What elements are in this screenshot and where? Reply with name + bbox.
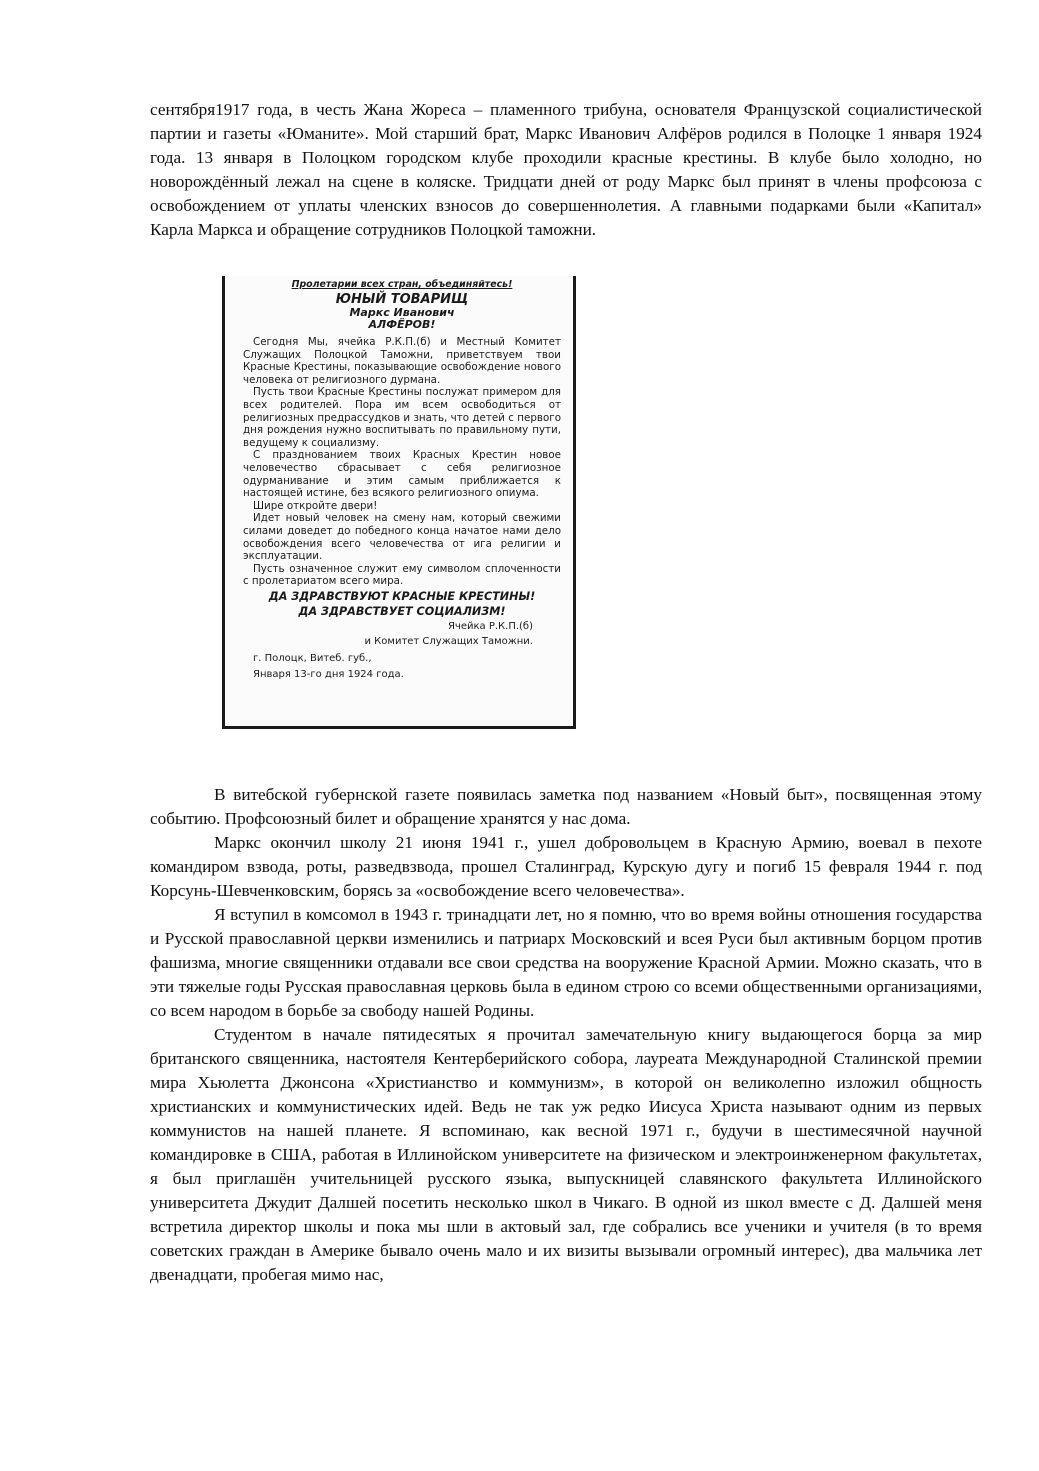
clipping-paragraph: Шире откройте двери!: [253, 499, 378, 512]
clipping-body: [243, 336, 561, 588]
clipping-paragraph: Пусть твои Красные Крестины послужат примером для всех родителей. Пора им всем освободиться от религиозных предрассудков и знать, что детей с первого дня рождения нужно воспитывать по правильному пути, ведущему к социализму.: [243, 386, 561, 449]
newspaper-clipping-image: [222, 276, 576, 729]
clipping-place-date: Января 13-го дня 1924 года.: [253, 669, 404, 681]
clipping-title: ЮНЫЙ ТОВАРИЩ: [335, 292, 469, 307]
clipping-slogan: ДА ЗДРАВСТВУЮТ КРАСНЫЕ КРЕСТИНЫ!: [268, 589, 536, 603]
top-text-block: [150, 98, 982, 242]
paragraph: Студентом в начале пятидесятых я прочитал замечательную книгу выдающегося борца за мир британского священника, настоятеля Кентерберийского собора, лауреата Международной Сталинской премии мира Хьюлетта Джонсона «Христианство и коммунизм», в которой он великолепно изложил общность христианских и коммунистических идей. Ведь не так уж редко Иисуса Христа называют одним из первых коммунистов на нашей планете. Я вспоминаю, как весной 1971 г., будучи в шестимесячной научной командировке в США, работая в Иллинойском университете на физическом и электроинженерном факультетах, я был приглашён учительницей русского языка, выпускницей славянского факультета Иллинойского университета Джудит Далшей посетить несколько школ в Чикаго. В одной из школ вместе с Д. Далшей меня встретила директор школы и пока мы шли в актовый зал, где собрались все ученики и учителя (в то время советских граждан в Америке бывало очень мало и их визиты вызывали огромный интерес), два мальчика лет двенадцати, пробегая мимо нас,: [150, 1025, 982, 1284]
paragraph: Маркс окончил школу 21 июня 1941 г., ушел добровольцем в Красную Армию, воевал в пехоте командиром взвода, роты, разведвзвода, прошел Сталинград, Курскую дугу и погиб 15 февраля 1944 г. под Корсунь-Шевченковским, борясь за «освобождение всего человечества».: [150, 833, 982, 900]
clipping-signature: и Комитет Служащих Таможни.: [364, 636, 533, 648]
clipping-paragraph: Идет новый человек на смену нам, который свежими силами доведет до победного конца начатое нами дело освобождения всего человечества от ига религии и эксплуатации.: [243, 512, 561, 563]
clipping-header: Пролетарии всех стран, объединяйтесь!: [291, 279, 513, 290]
clipping-signature: Ячейка Р.К.П.(б): [447, 620, 533, 632]
bottom-text-block: [150, 783, 982, 1287]
clipping-place-date: г. Полоцк, Витеб. губ.,: [253, 652, 372, 664]
paragraph: В витебской губернской газете появилась заметка под названием «Новый быт», посвященная этому событию. Профсоюзный билет и обращение хранятся у нас дома.: [150, 785, 982, 828]
clipping-subtitle: Маркс Иванович: [349, 306, 455, 319]
clipping-subtitle: АЛФЁРОВ!: [368, 318, 436, 331]
clipping-paragraph: Сегодня Мы, ячейка Р.К.П.(б) и Местный Комитет Служащих Полоцкой Таможни, приветствуем твои Красные Крестины, показывающие освобождение нового человека от религиозного дурмана.: [243, 336, 561, 386]
clipping-paragraph: С празднованием твоих Красных Крестин новое человечество сбрасывает с себя религиозное одурманивание и этим самым приближается к настоящей истине, без всякого религиозного опиума.: [243, 449, 561, 500]
clipping-slogan: ДА ЗДРАВСТВУЕТ СОЦИАЛИЗМ!: [298, 604, 506, 618]
paragraph: сентября1917 года, в честь Жана Жореса – пламенного трибуна, основателя Французской социалистической партии и газеты «Юманите». Мой старший брат, Маркс Иванович Алфёров родился в Полоцке 1 января 1924 года. 13 января в Полоцком городском клубе проходили красные крестины. В клубе было холодно, но новорождённый лежал на сцене в коляске. Тридцати дней от роду Маркс был принят в члены профсоюза с освобождением от уплаты членских взносов до совершеннолетия. А главными подарками были «Капитал» Карла Маркса и обращение сотрудников Полоцкой таможни.: [150, 100, 982, 239]
paragraph: Я вступил в комсомол в 1943 г. тринадцати лет, но я помню, что во время войны отношения государства и Русской православной церкви изменились и патриарх Московский и всея Руси был активным борцом против фашизма, многие священники отдавали все свои средства на вооружение Красной Армии. Можно сказать, что в эти тяжелые годы Русская православная церковь была в едином строю со всеми общественными организациями, со всем народом в борьбе за свободу нашей Родины.: [150, 905, 982, 1020]
clipping-paragraph: Пусть означенное служит ему символом сплоченности с пролетариатом всего мира.: [243, 562, 561, 588]
